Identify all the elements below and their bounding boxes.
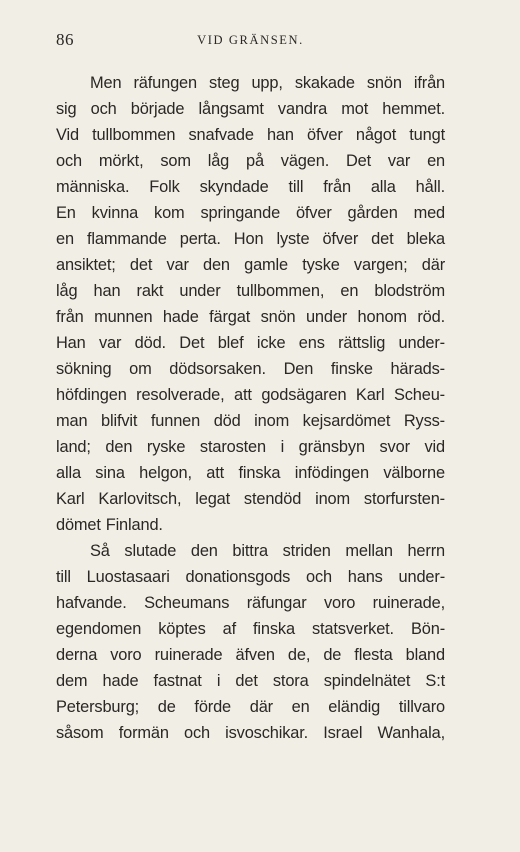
- text-line: hafvande. Scheumans räfungar voro ruinerade,: [56, 594, 445, 612]
- text-line: och mörkt, som låg på vägen. Det var en: [56, 152, 445, 170]
- text-line: derna voro ruinerade äfven de, de flesta bland: [56, 646, 445, 664]
- text-line: såsom formän och isvoschikar. Israel Wanhala,: [56, 724, 445, 742]
- body-text: [56, 70, 445, 746]
- text-line: Han var död. Det blef icke ens rättslig under-: [56, 334, 445, 352]
- running-title: VID GRÄNSEN.: [197, 33, 304, 47]
- text-line: sökning om dödsorsaken. Den finske härads-: [56, 360, 445, 378]
- text-line: dömet Finland.: [56, 516, 163, 534]
- text-line: från munnen hade färgat snön under honom röd.: [56, 308, 445, 326]
- text-line: ansiktet; det var den gamle tyske vargen; där: [56, 256, 445, 274]
- text-line: höfdingen resolverade, att godsägaren Karl Scheu-: [56, 386, 445, 404]
- text-line: dem hade fastnat i det stora spindelnätet S:t: [56, 672, 445, 690]
- text-line: Så slutade den bittra striden mellan herrn: [90, 542, 445, 560]
- text-line: Petersburg; de förde där en eländig tillvaro: [56, 698, 445, 716]
- text-line: till Luostasaari donationsgods och hans under-: [56, 568, 445, 586]
- text-line: en flammande perta. Hon lyste öfver det bleka: [56, 230, 445, 248]
- text-line: Karl Karlovitsch, legat stendöd inom storfursten-: [56, 490, 445, 508]
- paragraph-1: [56, 70, 445, 538]
- paragraph-2: [56, 538, 445, 746]
- text-line: alla sina helgon, att finska infödingen välborne: [56, 464, 445, 482]
- text-line: egendomen köptes af finska statsverket. Bön-: [56, 620, 445, 638]
- text-line: människa. Folk skyndade till från alla håll.: [56, 178, 445, 196]
- text-line: land; den ryske starosten i gränsbyn svor vid: [56, 438, 445, 456]
- text-line: man blifvit funnen död inom kejsardömet Ryss-: [56, 412, 445, 430]
- text-line: sig och började långsamt vandra mot hemmet.: [56, 100, 445, 118]
- text-line: Vid tullbommen snafvade han öfver något tungt: [56, 126, 445, 144]
- page-number: 86: [56, 30, 74, 49]
- text-line: låg han rakt under tullbommen, en blodström: [56, 282, 445, 300]
- running-head: [56, 30, 445, 54]
- text-line: Men räfungen steg upp, skakade snön ifrån: [90, 74, 445, 92]
- text-line: En kvinna kom springande öfver gården med: [56, 204, 445, 222]
